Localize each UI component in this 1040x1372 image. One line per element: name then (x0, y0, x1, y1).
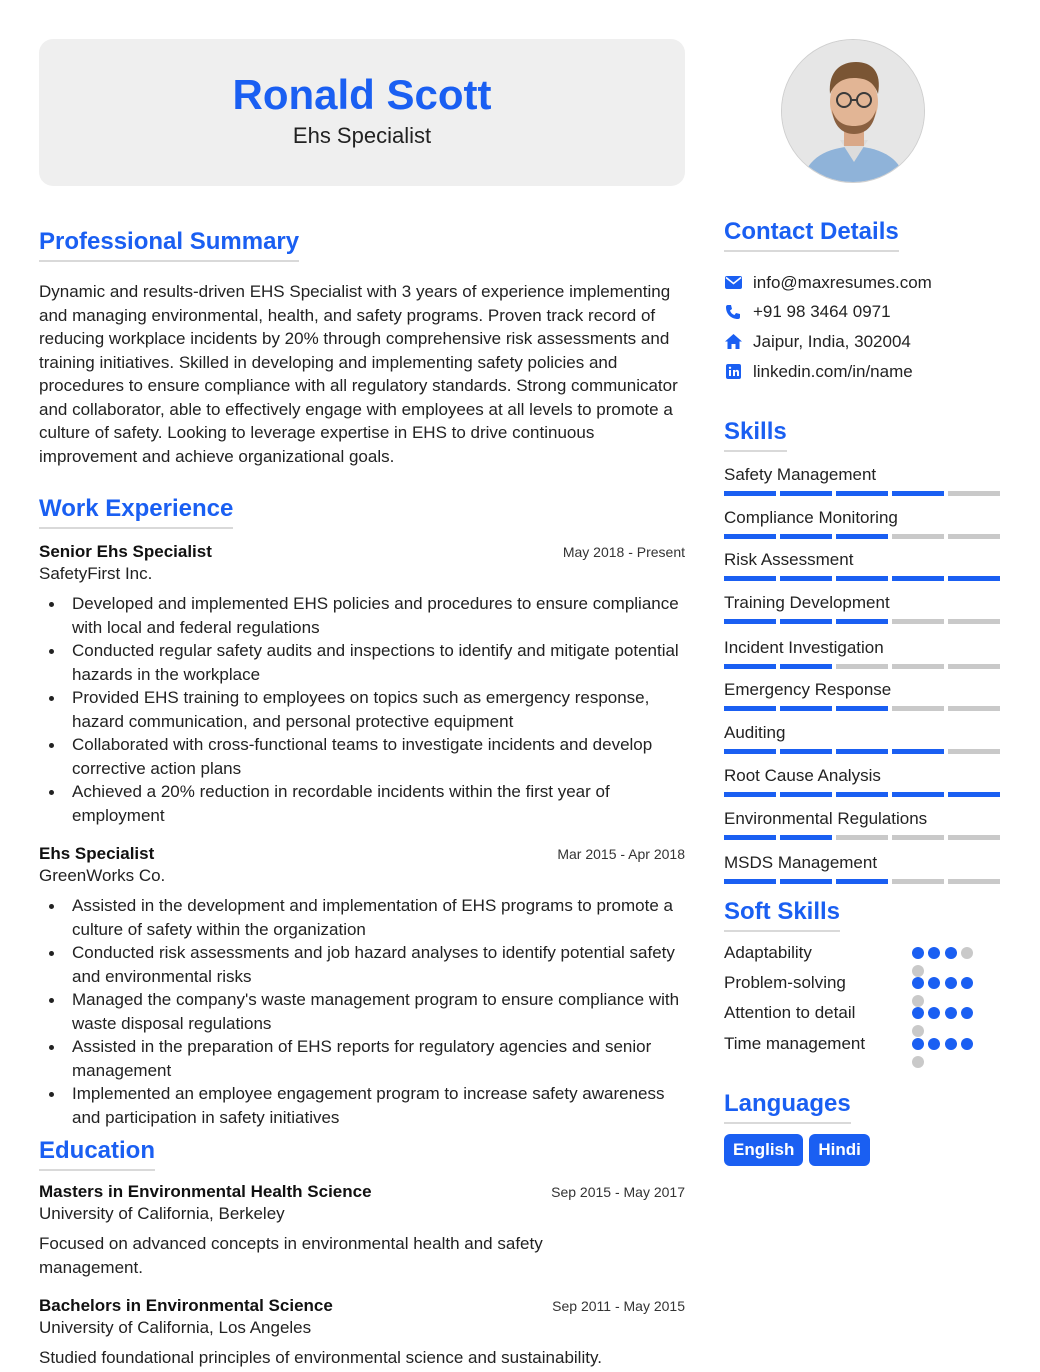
rating-dot-filled (945, 1038, 957, 1050)
soft-skill-item (724, 1003, 1000, 1027)
skill-name: Emergency Response (724, 680, 892, 699)
experience-heading: Work Experience (39, 495, 233, 529)
skill-segment-filled (836, 619, 888, 624)
candidate-name: Ronald Scott (232, 71, 492, 118)
skill-segment-empty (892, 835, 944, 840)
education-dates: Sep 2015 - May 2017 (551, 1184, 685, 1200)
soft-skill-name: Time management (724, 1034, 866, 1053)
skill-segment-filled (892, 749, 944, 754)
skill-segment-empty (892, 706, 944, 711)
skill-name: Safety Management (724, 465, 877, 484)
education-description: Focused on advanced concepts in environmental health and safety management. (39, 1234, 543, 1277)
skill-item (724, 809, 1000, 840)
skill-segment-filled (836, 534, 888, 539)
rating-dot-filled (928, 947, 940, 959)
job-bullets (39, 894, 685, 1129)
language-badge: English (724, 1134, 803, 1166)
skill-item (724, 638, 1000, 669)
rating-dot-filled (961, 977, 973, 989)
home-icon (724, 333, 742, 351)
skill-segment-empty (892, 534, 944, 539)
soft-skill-name: Adaptability (724, 943, 812, 962)
contact-linkedin[interactable] (724, 357, 1024, 387)
skill-name: Auditing (724, 723, 786, 742)
rating-dot-filled (928, 1038, 940, 1050)
skill-segment-empty (836, 664, 888, 669)
bullet-item: Managed the company's waste management program to ensure compliance with waste disposal regulations (39, 988, 685, 1035)
skill-segment-empty (892, 664, 944, 669)
skill-segment-filled (724, 664, 776, 669)
skill-segment-filled (836, 576, 888, 581)
header-card (39, 39, 685, 186)
bullet-item: Conducted regular safety audits and inspections to identify and mitigate potential hazards in the workplace (39, 639, 685, 686)
bullet-item: Achieved a 20% reduction in recordable incidents within the first year of employment (39, 780, 685, 827)
skill-name: MSDS Management (724, 853, 878, 872)
skill-segment-filled (780, 619, 832, 624)
soft-skill-item (724, 1034, 1000, 1058)
skill-segment-filled (780, 491, 832, 496)
skill-segment-empty (892, 619, 944, 624)
skill-segment-filled (836, 749, 888, 754)
language-badge: Hindi (809, 1134, 870, 1166)
rating-dot-filled (945, 1007, 957, 1019)
skill-segment-filled (836, 792, 888, 797)
skill-segment-empty (948, 664, 1000, 669)
skill-item (724, 853, 1000, 884)
education-heading: Education (39, 1137, 155, 1171)
skill-item (724, 723, 1000, 754)
skill-name: Incident Investigation (724, 638, 884, 657)
skill-segment-filled (724, 534, 776, 539)
skill-level-bar (724, 619, 1000, 624)
skill-segment-filled (724, 619, 776, 624)
contact-address-text: Jaipur, India, 302004 (753, 331, 911, 351)
skill-level-bar (724, 706, 1000, 711)
rating-dot-filled (912, 1038, 924, 1050)
skill-segment-filled (780, 835, 832, 840)
skill-level-bar (724, 534, 1000, 539)
bullet-item: Developed and implemented EHS policies and procedures to ensure compliance with local and federal regulations (39, 592, 685, 639)
education-description: Studied foundational principles of environmental science and sustainability. (39, 1348, 602, 1367)
job-role: Senior Ehs Specialist (39, 542, 212, 561)
phone-icon (724, 303, 742, 321)
school-name: University of California, Los Angeles (39, 1318, 312, 1337)
skill-name: Environmental Regulations (724, 809, 928, 828)
job-company: GreenWorks Co. (39, 866, 166, 885)
summary-text: Dynamic and results-driven EHS Specialist with 3 years of experience implementing and managing environmental, health, and safety programs. Proven track record of reducing workplace incidents by 20% through comprehensive risk assessments and training initiatives. Skilled in developing and implementing safety policies and procedures to ensure compliance with all regulatory standards. Strong communicator and collaborator, able to effectively engage with employees at all levels to promote a culture of safety. Looking to leverage expertise in EHS to drive continuous improvement and achieve organizational goals. (39, 282, 678, 466)
skill-segment-empty (948, 879, 1000, 884)
education-dates: Sep 2011 - May 2015 (552, 1298, 685, 1314)
skill-segment-filled (892, 491, 944, 496)
skill-item (724, 550, 1000, 581)
rating-dot-filled (945, 947, 957, 959)
skill-segment-empty (948, 749, 1000, 754)
language-list (724, 1134, 870, 1166)
job-bullets (39, 592, 685, 827)
skill-level-bar (724, 792, 1000, 797)
education-entry (39, 1296, 685, 1370)
job-entry (39, 844, 685, 1129)
contact-phone[interactable] (724, 298, 1024, 328)
rating-dot-filled (961, 1038, 973, 1050)
skill-segment-filled (892, 576, 944, 581)
skill-segment-filled (780, 749, 832, 754)
envelope-icon (724, 274, 742, 292)
skill-segment-filled (780, 664, 832, 669)
skill-item (724, 766, 1000, 797)
skill-segment-filled (724, 749, 776, 754)
job-entry (39, 542, 685, 827)
skill-segment-filled (836, 879, 888, 884)
education-entry (39, 1182, 685, 1279)
skill-level-bar (724, 749, 1000, 754)
skill-segment-filled (724, 706, 776, 711)
contact-phone-text: +91 98 3464 0971 (753, 302, 891, 322)
languages-heading: Languages (724, 1090, 851, 1124)
skill-name: Training Development (724, 593, 890, 612)
skill-segment-filled (948, 792, 1000, 797)
skill-level-bar (724, 835, 1000, 840)
bullet-item: Conducted risk assessments and job hazard analyses to identify potential safety and environmental risks (39, 941, 685, 988)
skill-segment-empty (948, 619, 1000, 624)
skill-segment-filled (780, 879, 832, 884)
rating-dot-filled (928, 977, 940, 989)
degree-name: Bachelors in Environmental Science (39, 1296, 333, 1315)
skill-level-bar (724, 576, 1000, 581)
contact-address (724, 327, 1024, 357)
contact-email[interactable] (724, 268, 1024, 298)
skill-segment-empty (948, 706, 1000, 711)
soft-skills-heading: Soft Skills (724, 898, 840, 932)
skill-name: Risk Assessment (724, 550, 854, 569)
skill-segment-empty (948, 534, 1000, 539)
soft-skill-dots (912, 1038, 992, 1074)
skill-segment-filled (724, 792, 776, 797)
rating-dot-filled (912, 1007, 924, 1019)
skill-level-bar (724, 664, 1000, 669)
skill-item (724, 593, 1000, 624)
skill-segment-filled (948, 576, 1000, 581)
skill-item (724, 508, 1000, 539)
soft-skill-name: Problem-solving (724, 973, 846, 992)
skill-segment-empty (948, 835, 1000, 840)
skill-segment-filled (780, 534, 832, 539)
candidate-title: Ehs Specialist (292, 123, 432, 148)
skill-segment-filled (836, 491, 888, 496)
rating-dot-filled (928, 1007, 940, 1019)
skill-segment-filled (780, 792, 832, 797)
linkedin-icon (724, 363, 742, 381)
bullet-item: Implemented an employee engagement program to increase safety awareness and participation in safety initiatives (39, 1082, 685, 1129)
profile-photo (781, 39, 925, 183)
summary-heading: Professional Summary (39, 228, 299, 262)
skill-segment-empty (948, 491, 1000, 496)
rating-dot-empty (961, 947, 973, 959)
rating-dot-filled (961, 1007, 973, 1019)
skill-name: Root Cause Analysis (724, 766, 881, 785)
person-portrait-icon (782, 40, 925, 183)
bullet-item: Collaborated with cross-functional teams to investigate incidents and develop corrective action plans (39, 733, 685, 780)
skill-segment-filled (724, 576, 776, 581)
skill-segment-filled (892, 792, 944, 797)
bullet-item: Provided EHS training to employees on topics such as emergency response, hazard communication, and personal protective equipment (39, 686, 685, 733)
skill-segment-filled (724, 491, 776, 496)
skill-level-bar (724, 491, 1000, 496)
skill-level-bar (724, 879, 1000, 884)
skill-segment-filled (724, 879, 776, 884)
skill-segment-filled (780, 706, 832, 711)
bullet-item: Assisted in the development and implementation of EHS programs to promote a culture of safety within the organization (39, 894, 685, 941)
skill-segment-empty (836, 835, 888, 840)
job-company: SafetyFirst Inc. (39, 564, 153, 583)
skill-name: Compliance Monitoring (724, 508, 898, 527)
degree-name: Masters in Environmental Health Science (39, 1182, 372, 1201)
soft-skill-name: Attention to detail (724, 1003, 856, 1022)
job-dates: May 2018 - Present (562, 544, 685, 560)
rating-dot-filled (912, 947, 924, 959)
contact-email-text: info@maxresumes.com (753, 272, 932, 292)
school-name: University of California, Berkeley (39, 1204, 285, 1223)
bullet-item: Assisted in the preparation of EHS reports for regulatory agencies and senior management (39, 1035, 685, 1082)
contact-linkedin-text: linkedin.com/in/name (753, 361, 913, 381)
rating-dot-filled (945, 977, 957, 989)
skills-heading: Skills (724, 418, 787, 452)
skill-segment-filled (836, 706, 888, 711)
skill-segment-filled (780, 576, 832, 581)
contact-heading: Contact Details (724, 218, 899, 252)
rating-dot-empty (912, 1056, 924, 1068)
skill-item (724, 680, 1000, 711)
job-role: Ehs Specialist (39, 844, 155, 863)
soft-skill-item (724, 943, 1000, 967)
skill-item (724, 465, 1000, 496)
job-dates: Mar 2015 - Apr 2018 (557, 846, 685, 862)
soft-skill-item (724, 973, 1000, 997)
rating-dot-filled (912, 977, 924, 989)
contact-list (724, 268, 1024, 386)
skill-segment-filled (724, 835, 776, 840)
skill-segment-empty (892, 879, 944, 884)
